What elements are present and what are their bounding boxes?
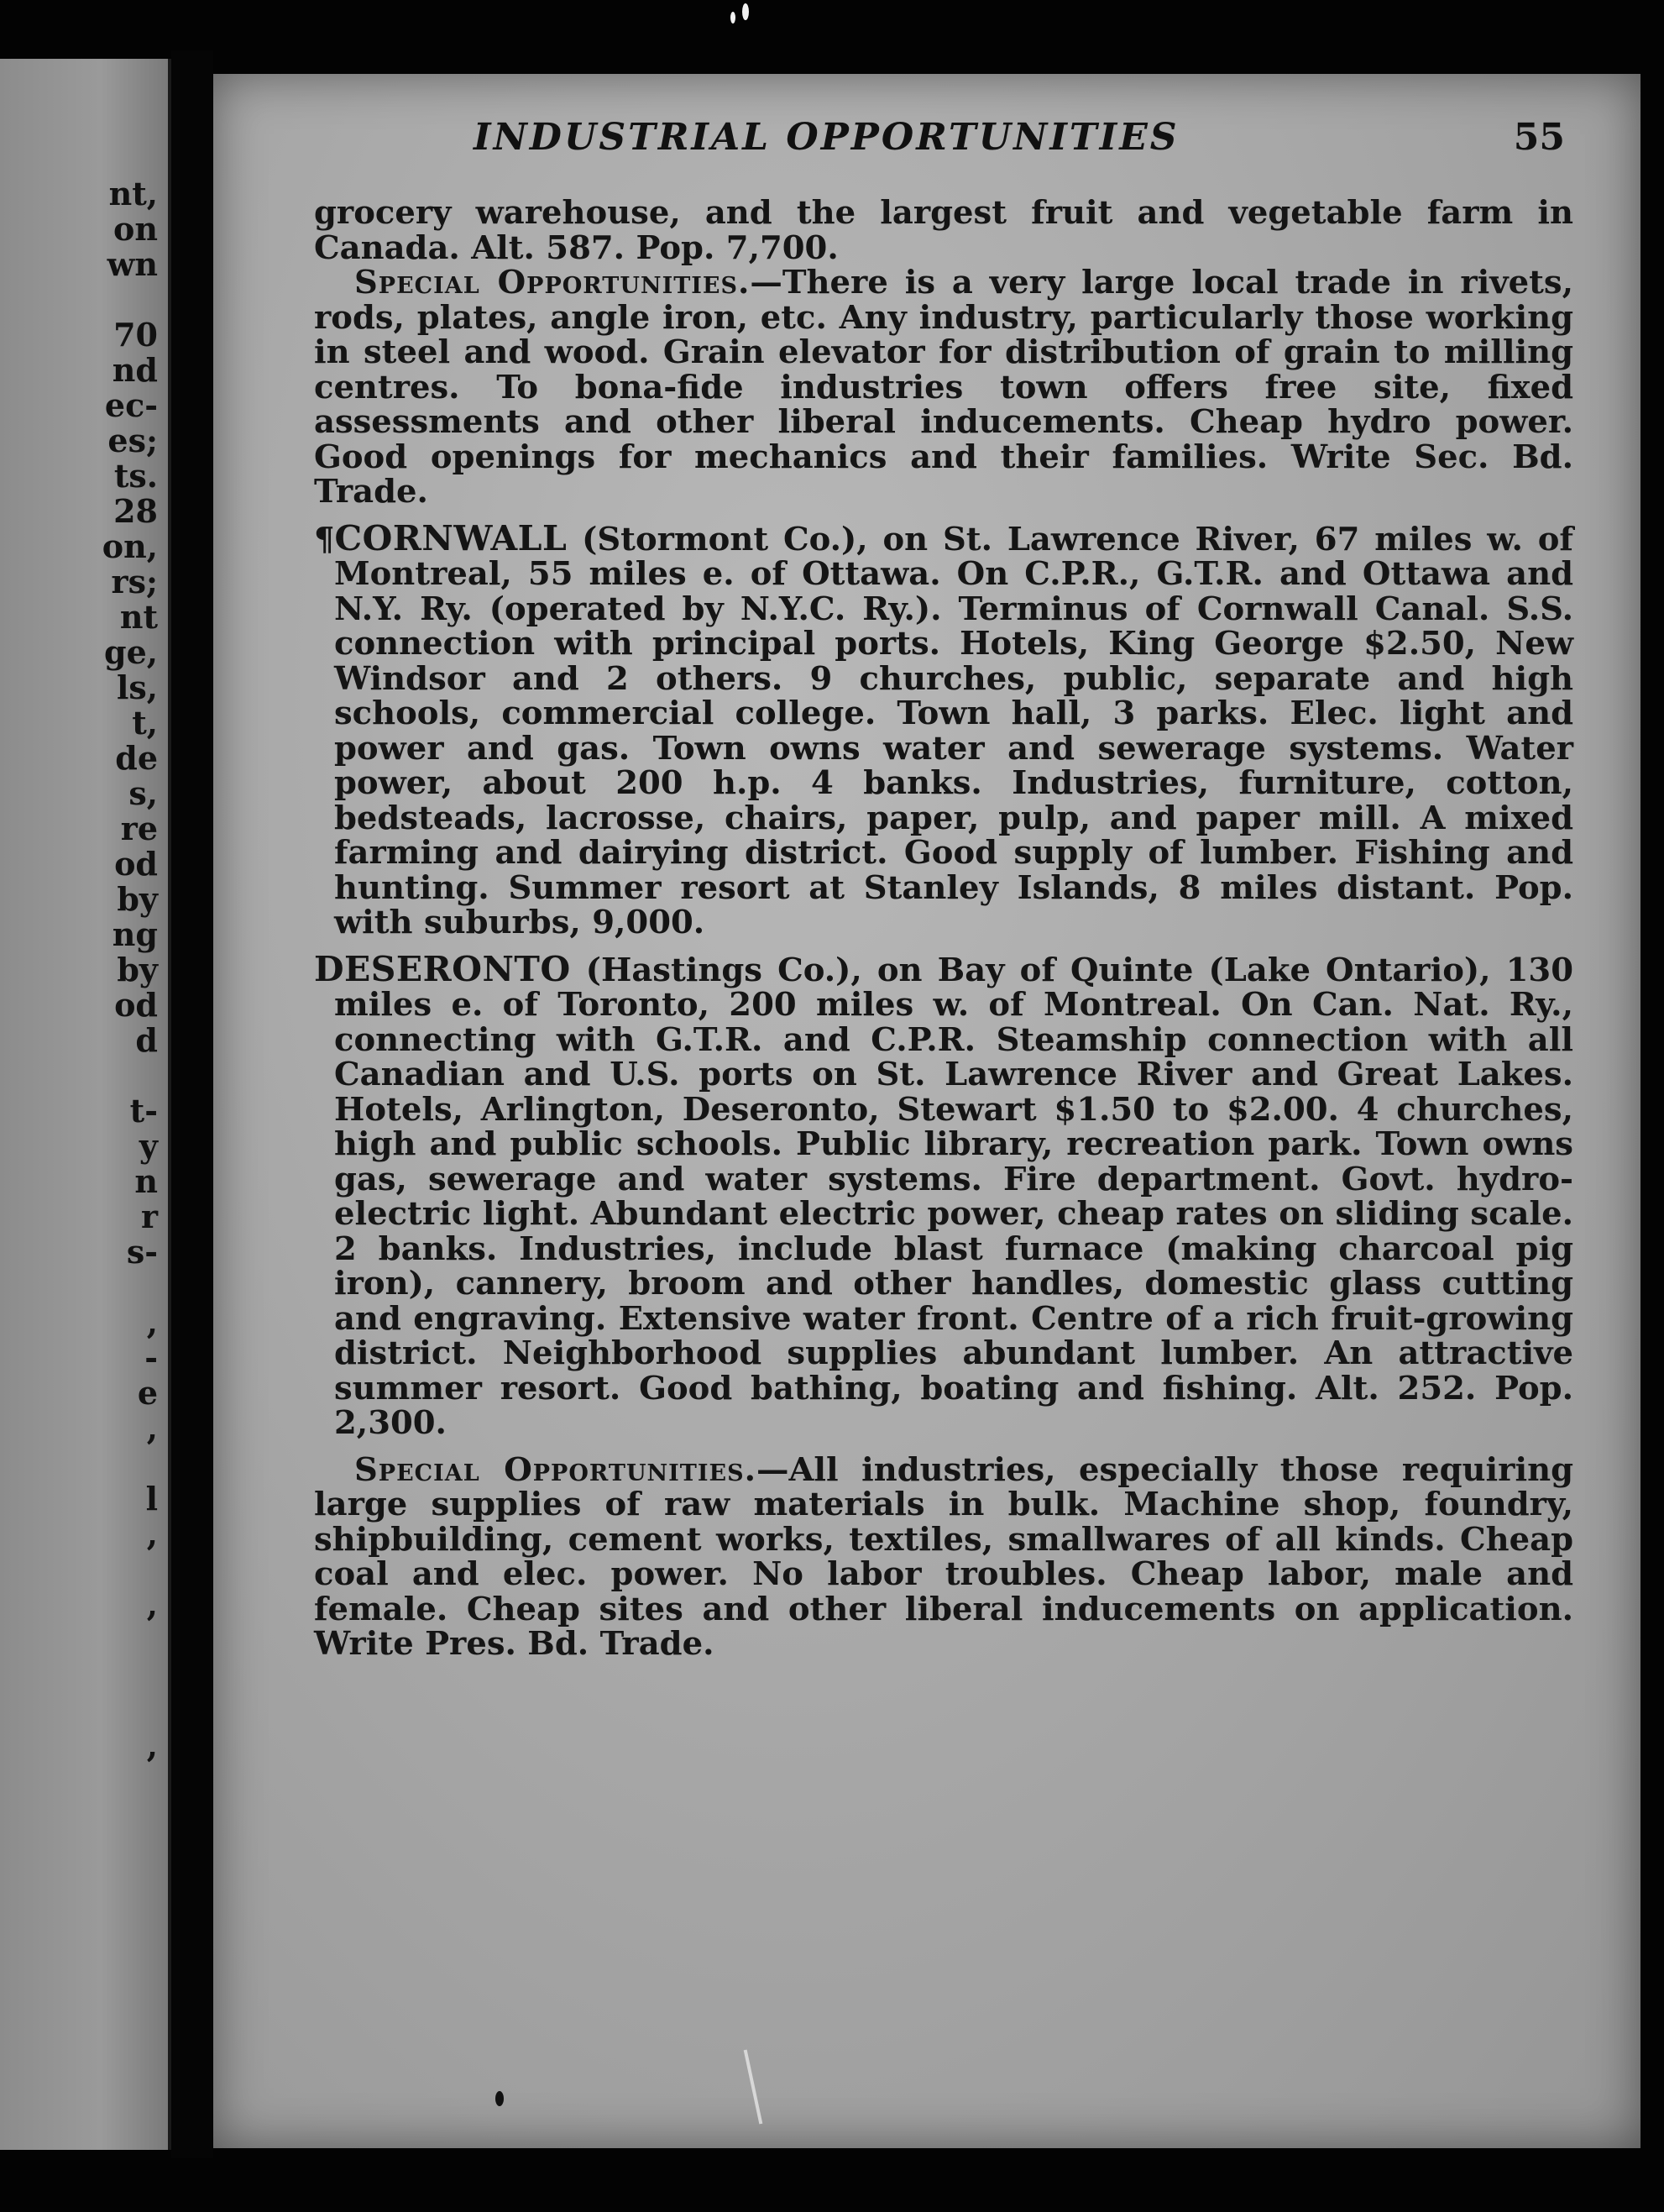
previous-page-fragment: [102, 1552, 158, 1587]
previous-page-fragment: re: [120, 810, 158, 847]
previous-page-fragment: l: [145, 1480, 158, 1517]
previous-page-fragment: nt: [119, 598, 158, 636]
special-opportunities-text: —All industries, especially those requiring large supplies of raw materials in bulk. Machine shop, foundry, shipbuilding, cement works, textiles, smallwares of all kinds. Cheap coal and elec. power. No labor troubles. Cheap labor, male and female. Cheap sites and other liberal inducements on application. Write Pres. Bd. Trade.: [314, 1450, 1573, 1663]
previous-page-fragment: od: [114, 845, 158, 883]
previous-page-fragment: on,: [102, 527, 158, 565]
previous-page-fragment: [102, 1270, 158, 1305]
previous-page-fragment: 28: [113, 492, 158, 530]
previous-page-fragment: od: [114, 986, 158, 1024]
special-opportunities-paragraph: [314, 265, 1573, 510]
previous-page-fragment: ,: [146, 1303, 158, 1341]
previous-page-fragment: t-: [129, 1092, 158, 1130]
previous-page-fragment: [102, 1658, 158, 1693]
previous-page-fragment: by: [117, 951, 158, 988]
special-opportunities-label: Special Opportunities.: [354, 1450, 756, 1489]
previous-page-fragment: es;: [107, 422, 158, 459]
pilcrow-mark: ¶: [314, 520, 335, 558]
continued-paragraph: grocery warehouse, and the largest fruit and vegetable farm in Canada. Alt. 587. Pop. 7,700.: [314, 194, 1573, 267]
entry-text-deseronto: (Hastings Co.), on Bay of Quinte (Lake Ontario), 130 miles e. of Toronto, 200 miles w. of Montreal. On Can. Nat. Ry., connecting with G.T.R. and C.P.R. Steamship connection with all Canadian and U.S. ports on St. Lawrence River and Great Lakes. Hotels, Arlington, Deseronto, Stewart $1.50 to $2.00. 4 churches, high and public schools. Public library, recreation park. Town owns gas, sewerage and water systems. Fire department. Govt. hydro-electric light. Abundant electric power, cheap rates on sliding scale. 2 banks. Industries, include blast furnace (making charcoal pig iron), cannery, broom and other handles, domestic glass cutting and engraving. Extensive water front. Centre of a rich fruit-growing district. Neighborhood supplies abundant lumber. An attractive summer resort. Good bathing, boating and fishing. Alt. 252. Pop. 2,300.: [334, 951, 1573, 1442]
special-opportunities-paragraph-deseronto: [314, 1450, 1573, 1663]
previous-page-fragment: [102, 282, 158, 317]
previous-page-fragment: on: [113, 210, 158, 248]
previous-page-fragment: n: [134, 1162, 158, 1200]
previous-page-fragment: s-: [126, 1233, 158, 1271]
page-gutter: [171, 50, 213, 2158]
previous-page-fragment: 70: [113, 316, 158, 354]
entry-deseronto: [314, 948, 1573, 1442]
previous-page-fragment: ts.: [113, 457, 158, 495]
previous-page-fragment: ,: [146, 1586, 158, 1623]
previous-page-fragment: ,: [146, 1409, 158, 1447]
running-header: [213, 116, 1640, 166]
special-opportunities-label: Special Opportunities.: [354, 264, 751, 301]
previous-page-fragment: y: [139, 1127, 158, 1165]
previous-page-fragment: [102, 1622, 158, 1658]
previous-page-fragment: ng: [112, 915, 158, 953]
previous-page-fragment: [102, 1764, 158, 1799]
previous-page-fragment: ,: [146, 1515, 158, 1553]
film-speck: [730, 12, 735, 24]
previous-page-fragment: ,: [146, 1727, 158, 1764]
previous-page-edge: [0, 59, 171, 2150]
film-speck: [495, 2091, 504, 2106]
entry-name-deseronto: DESERONTO: [314, 948, 571, 989]
previous-page-fragment: [102, 1446, 158, 1481]
previous-page-fragment: e: [137, 1374, 158, 1412]
running-title: INDUSTRIAL OPPORTUNITIES: [474, 116, 1180, 159]
previous-page-fragment: ge,: [104, 633, 158, 671]
previous-page-fragment: -: [144, 1339, 158, 1376]
special-opportunities-text: —There is a very large local trade in rivets, rods, plates, angle iron, etc. Any industry, particularly those working in steel and wood. Grain elevator for distribution of grain to milling centres. To bona-fide industries town offers free site, fixed assessments and other liberal inducements. Cheap hydro power. Good openings for mechanics and their families. Write Sec. Bd. Trade.: [314, 264, 1573, 511]
page-body: [314, 196, 1573, 1662]
page-number: 55: [1513, 116, 1565, 159]
entry-name-cornwall: CORNWALL: [334, 517, 568, 558]
previous-page-fragment: [102, 1693, 158, 1728]
previous-page-fragment: de: [115, 739, 158, 777]
previous-page-fragment: nd: [112, 351, 158, 389]
previous-page-fragment: s,: [128, 774, 158, 812]
film-speck: [742, 3, 749, 20]
entry-cornwall: [314, 517, 1573, 941]
previous-page-fragment: wn: [107, 245, 158, 283]
previous-page-fragment: t,: [132, 704, 158, 742]
previous-page-fragment: [102, 1058, 158, 1093]
previous-page-fragment: r: [140, 1198, 158, 1235]
previous-page-fragment: nt,: [108, 175, 158, 212]
book-page: [213, 74, 1640, 2148]
previous-page-fragment: rs;: [111, 563, 158, 600]
previous-page-fragment: ec-: [104, 386, 158, 424]
entry-text-cornwall: (Stormont Co.), on St. Lawrence River, 67 miles w. of Montreal, 55 miles e. of Ottawa. On C.P.R., G.T.R. and Ottawa and N.Y. Ry. (operated by N.Y.C. Ry.). Terminus of Cornwall Canal. S.S. connection with principal ports. Hotels, King George $2.50, New Windsor and 2 others. 9 churches, public, separate and high schools, commercial college. Town hall, 3 parks. Elec. light and power and gas. Town owns water and sewerage systems. Water power, about 200 h.p. 4 banks. Industries, furniture, cotton, bedsteads, lacrosse, chairs, paper, pulp, and paper mill. A mixed farming and dairying district. Good supply of lumber. Fishing and hunting. Summer resort at Stanley Islands, 8 miles distant. Pop. with suburbs, 9,000.: [334, 520, 1573, 941]
previous-page-margin-text: [102, 176, 158, 1799]
previous-page-fragment: d: [135, 1021, 158, 1059]
previous-page-fragment: by: [117, 880, 158, 918]
previous-page-fragment: ls,: [116, 668, 158, 706]
